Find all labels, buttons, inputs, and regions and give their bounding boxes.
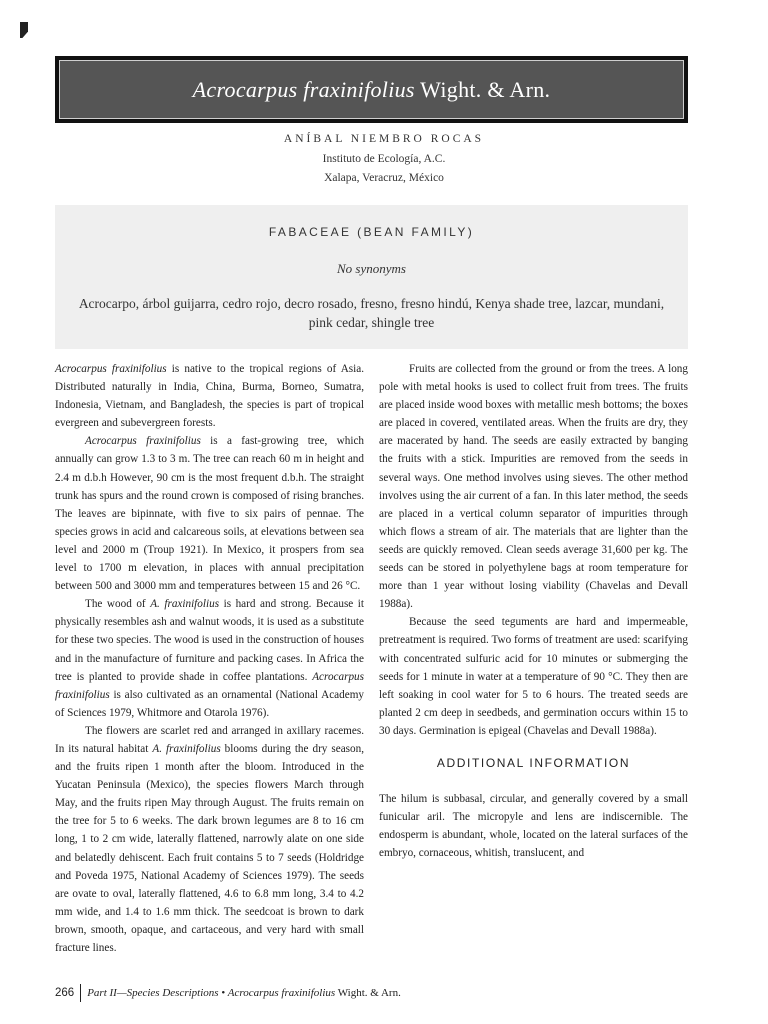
paragraph-collection: Fruits are collected from the ground or from the trees. A long pole with metal hooks is used to collect fruit from trees. The fruits are placed inside wood boxes with metallic mesh bottoms; the boxes are placed in covered, ventilated areas. When the fruits are dry, they are macerated by hand. The seeds are easily extracted by banging the fruits with a stick. Impurities are removed from the seeds in several ways. One method involves using sieves. The other method involves using the air current of a fan. In this later method, the seeds are placed in a vertical column separator of impurities through which flows a stream of air. The materials that are lighter than the seeds are quickly removed. Clean seeds average 31,600 per kg. The seeds can be stored in polyethylene bags at room temperature for more than 1 year without losing viability (Chavelas and Devall 1988a). — [379, 363, 688, 611]
left-column — [55, 360, 364, 957]
running-footer: Part II—Species Descriptions • Acrocarpus fraxinifolius Wight. & Arn. — [87, 987, 401, 999]
corner-mark — [20, 22, 28, 38]
page-title — [193, 77, 551, 103]
title-banner — [55, 56, 688, 123]
species-name: Acrocarpus fraxinifolius — [55, 363, 167, 375]
affiliation-institute: Instituto de Ecología, A.C. — [322, 153, 446, 165]
paragraph-wood-uses: The wood of A. fraxinifolius is hard and strong. Because it physically resembles ash and walnut woods, it is used as a substitute for these two species. The wood is used in the construction of houses and in the manufacture of furniture and packing cases. In Africa the tree is planted to provide shade in coffee plantations. Acrocarpus fraxinifolius is also cultivated as an ornamental (National Academy of Sciences 1979, Whitmore and Otarola 1976). — [55, 598, 365, 719]
common-names: Acrocarpo, árbol guijarra, cedro rojo, decro rosado, fresno, fresno hindú, Kenya shade tree, lazcar, mundani, pink cedar, shingle tree — [78, 296, 665, 330]
paragraph-flowers-fruits: The flowers are scarlet red and arranged in axillary racemes. In its natural habitat A. fraxinifolius blooms during the dry season, and the fruits ripen 1 month after the bloom. Introduced in the Yucatan Peninsula (Mexico), the species flowers March through May, and the fruits ripen May through August. The fruits remain on the tree for 5 to 6 weeks. The dark brown legumes are 8 to 16 cm long, 1 to 2 cm wide, laterally flattened, narrowly alate on one side and belatedly dehiscent. Each fruit contains 5 to 7 seeds (Holdridge and Poveda 1975, National Academy of Sciences 1979). The seeds are ovate to oval, laterally flattened, 4.6 to 6.8 mm long, 3.4 to 4.2 mm wide, and 1.4 to 1.6 mm thick. The seedcoat is brown to dark brown, smooth, opaque, and cartaceous, and very hard with small fracture lines. — [55, 724, 364, 954]
species-name: A. fraxinifolius — [150, 598, 220, 611]
family-box — [55, 205, 688, 349]
title-authority: Wight. & Arn. — [414, 76, 551, 102]
species-name: Acrocarpus fraxinifolius — [55, 670, 364, 701]
family-name: FABACEAE (BEAN FAMILY) — [268, 225, 475, 239]
page-footer — [55, 984, 401, 1002]
author-name: ANÍBAL NIEMBRO ROCAS — [283, 133, 485, 145]
species-name: Acrocarpus fraxinifolius — [85, 435, 201, 448]
right-column-flow — [379, 360, 688, 862]
paragraph-native-range: Acrocarpus fraxinifolius is native to the tropical regions of Asia. Distributed naturally in India, China, Burma, Borneo, Sumatra, Indonesia, Vietnam, and Bangladesh, the species is part of tropical evergreen and subevergreen forests. — [55, 363, 364, 430]
paragraph-pretreatment: Because the seed teguments are hard and impermeable, pretreatment is required. Two forms of treatment are used: scarifying with concentrated sulfuric acid for 10 minutes or submerging the seeds for 1 minute in water at a temperature of 90 °C. They then are left soaking in cool water for 5 to 6 hours. The treated seeds are planted 2 cm deep in seedbeds, and germination occurs within 15 to 30 days. Germination is epigeal (Chavelas and Devall 1988a). — [379, 616, 688, 737]
section-heading-additional: ADDITIONAL INFORMATION — [436, 755, 631, 770]
title-species: Acrocarpus fraxinifolius — [192, 76, 415, 102]
footer-divider — [80, 984, 81, 1002]
page-number: 266 — [55, 987, 75, 999]
affiliation-location: Xalapa, Veracruz, México — [324, 172, 444, 184]
species-name: A. fraxinifolius — [152, 742, 221, 755]
paragraph-seed-anatomy: The hilum is subbasal, circular, and generally covered by a small funicular aril. The micropyle and lens are indiscernible. The endosperm is abundant, whole, located on the lateral surfaces of the embryo, cornaceous, whitish, translucent, and — [379, 792, 688, 860]
right-column — [379, 360, 688, 862]
synonyms: No synonyms — [337, 261, 406, 276]
paragraph-growth: Acrocarpus fraxinifolius is a fast-growing tree, which annually can grow 1.3 to 3 m. The tree can reach 60 m in height and 2.4 m d.b.h However, 90 cm is the most frequent d.b.h. The straight trunk has spurs and the round crown is composed of rising branches. The leaves are bipinnate, with five to six pairs of pennae. The species grows in acid and calcareous soils, at elevations between sea level and 2000 m (Troup 1921). In Mexico, it prospers from sea level to 1700 m elevation, in places with annual precipitation between 500 and 3000 mm and temperatures between 15 and 26 °C. — [55, 435, 365, 593]
